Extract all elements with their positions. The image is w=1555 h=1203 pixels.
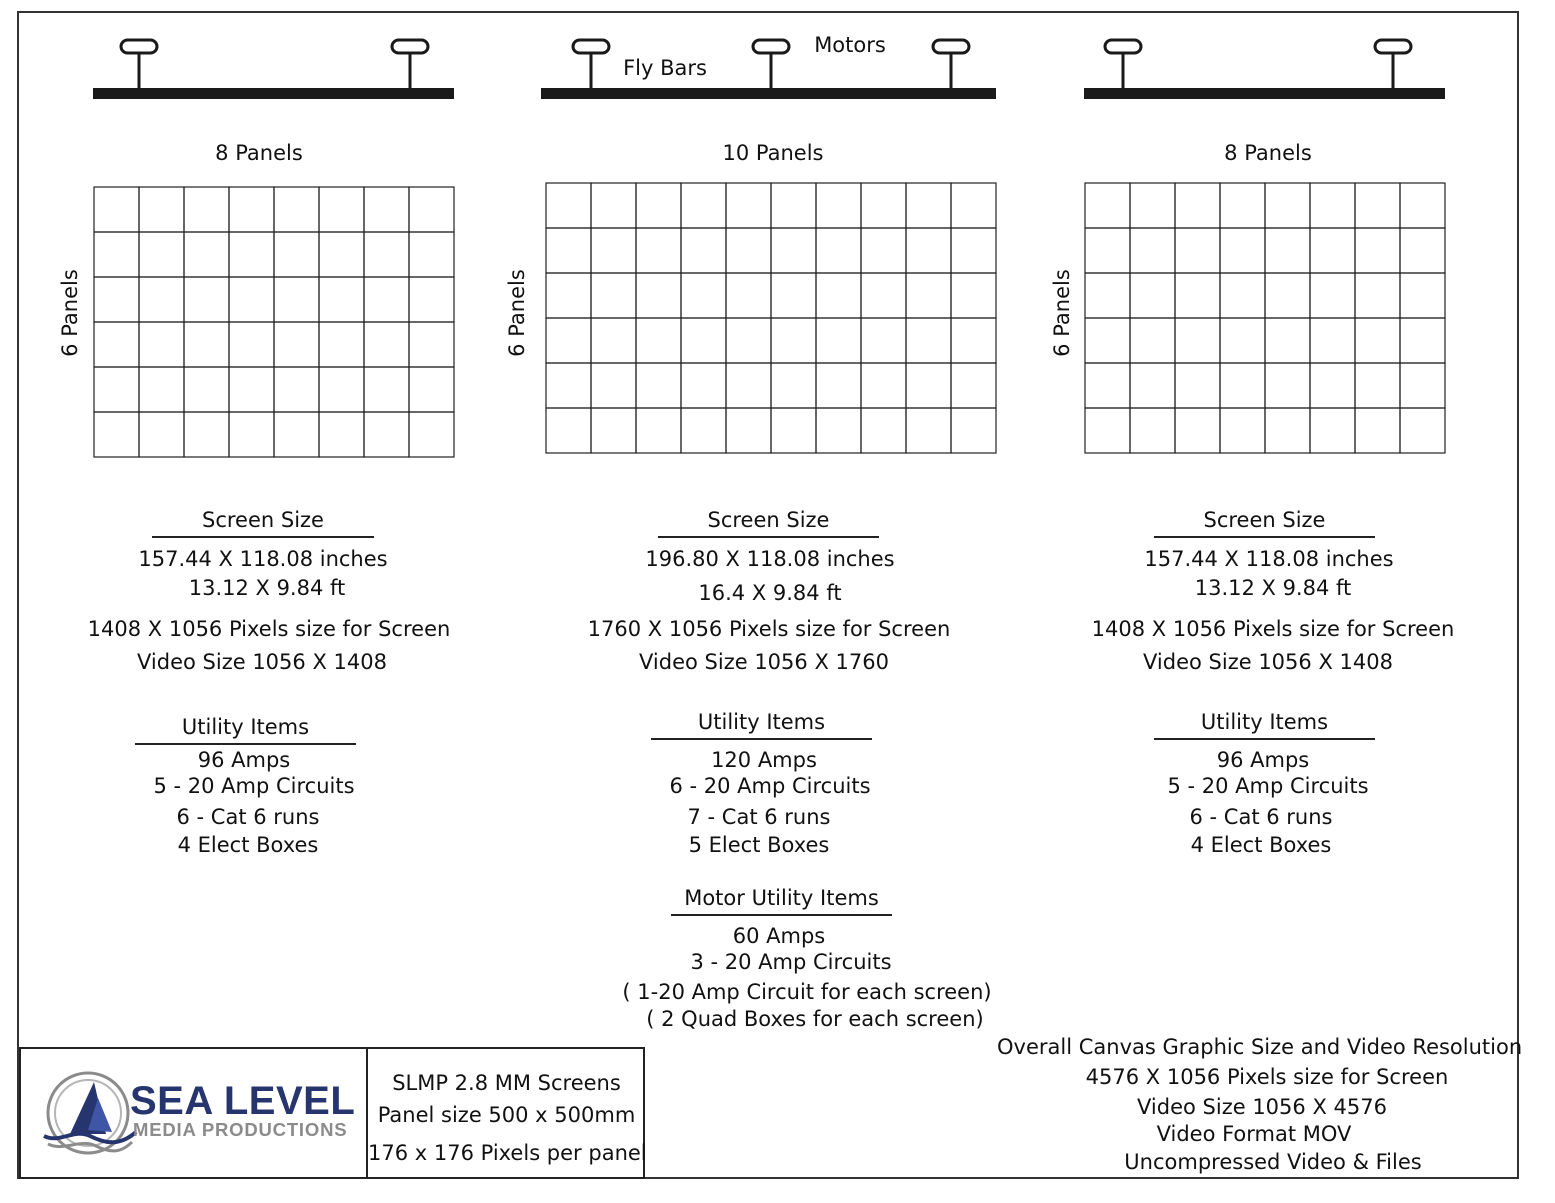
screen-2-pixels: 1760 X 1056 Pixels size for Screen — [587, 617, 951, 641]
led-panel — [951, 408, 996, 453]
led-panel — [1355, 408, 1400, 453]
led-panel — [771, 318, 816, 363]
led-panel — [591, 183, 636, 228]
overall-line: Uncompressed Video & Files — [1124, 1150, 1422, 1174]
led-panel — [184, 367, 229, 412]
led-panel — [816, 318, 861, 363]
screen-2-utility-item: 7 - Cat 6 runs — [687, 805, 831, 829]
led-panel — [274, 187, 319, 232]
led-panel — [546, 363, 591, 408]
led-panel — [94, 232, 139, 277]
led-panel — [1310, 228, 1355, 273]
led-panel — [1400, 228, 1445, 273]
led-panel — [1130, 228, 1175, 273]
led-panel — [1310, 408, 1355, 453]
motor-utility-item: 60 Amps — [732, 924, 826, 948]
led-panel — [319, 187, 364, 232]
screen-1-pixels: 1408 X 1056 Pixels size for Screen — [87, 617, 451, 641]
led-panel — [726, 363, 771, 408]
led-panel — [771, 273, 816, 318]
led-panel — [274, 322, 319, 367]
led-panel — [816, 228, 861, 273]
led-panel — [1085, 183, 1130, 228]
spec-line: SLMP 2.8 MM Screens — [392, 1071, 621, 1095]
screen-1-size-heading: Screen Size — [152, 508, 374, 538]
led-panel — [636, 318, 681, 363]
led-panel — [726, 183, 771, 228]
screen-3-utility-heading: Utility Items — [1154, 710, 1375, 740]
brand-name: SEA LEVEL — [130, 1079, 356, 1123]
led-panel — [951, 273, 996, 318]
led-panel — [139, 277, 184, 322]
motor-utility-item: ( 2 Quad Boxes for each screen) — [646, 1007, 984, 1031]
led-panel — [1265, 273, 1310, 318]
led-panel — [1175, 318, 1220, 363]
led-panel — [681, 363, 726, 408]
led-panel — [681, 318, 726, 363]
screen-1-utility-heading: Utility Items — [135, 715, 356, 745]
fly-bars-label: Fly Bars — [623, 56, 707, 80]
led-panel — [951, 228, 996, 273]
led-panel — [1220, 318, 1265, 363]
screen-3-utility-item: 5 - 20 Amp Circuits — [1167, 774, 1369, 798]
led-panel — [681, 228, 726, 273]
led-panel — [546, 183, 591, 228]
led-panel — [409, 412, 454, 457]
led-panel — [364, 187, 409, 232]
led-panel — [636, 408, 681, 453]
led-panel — [906, 273, 951, 318]
led-panel — [1310, 318, 1355, 363]
spec-line: Panel size 500 x 500mm — [377, 1103, 636, 1127]
motor-icon — [1105, 40, 1141, 53]
led-panel — [771, 408, 816, 453]
led-panel — [816, 363, 861, 408]
led-panel — [229, 412, 274, 457]
led-panel — [951, 363, 996, 408]
led-panel — [94, 187, 139, 232]
led-panel — [591, 408, 636, 453]
led-panel — [861, 363, 906, 408]
led-panel — [409, 277, 454, 322]
led-panel — [1130, 363, 1175, 408]
motor-utility-item: ( 1-20 Amp Circuit for each screen) — [622, 980, 992, 1004]
sailboat-logo-icon — [40, 1068, 140, 1160]
led-panel — [274, 367, 319, 412]
motor-icon — [1375, 40, 1411, 53]
led-panel — [816, 183, 861, 228]
led-panel — [184, 232, 229, 277]
led-panel — [906, 228, 951, 273]
screen-2-size-feet: 16.4 X 9.84 ft — [698, 581, 842, 605]
led-panel — [229, 277, 274, 322]
led-panel — [591, 318, 636, 363]
fly-bar — [1084, 88, 1445, 99]
led-panel — [229, 187, 274, 232]
led-panel — [726, 273, 771, 318]
motor-icon — [933, 40, 969, 53]
led-panel — [1400, 273, 1445, 318]
led-panel — [1130, 318, 1175, 363]
led-panel — [1400, 408, 1445, 453]
led-panel — [546, 228, 591, 273]
motor-icon — [392, 40, 428, 53]
led-panel — [364, 367, 409, 412]
led-panel — [1220, 183, 1265, 228]
led-panel — [1175, 273, 1220, 318]
led-panel — [1265, 318, 1310, 363]
led-panel — [861, 318, 906, 363]
screen-1-size-inches: 157.44 X 118.08 inches — [138, 547, 388, 571]
led-panel — [139, 322, 184, 367]
led-panel — [1220, 363, 1265, 408]
motors-label: Motors — [814, 33, 886, 57]
led-panel — [94, 367, 139, 412]
led-panel — [1175, 408, 1220, 453]
led-panel — [951, 183, 996, 228]
led-panel — [1400, 183, 1445, 228]
led-panel — [1130, 408, 1175, 453]
led-panel — [139, 367, 184, 412]
led-panel — [1085, 318, 1130, 363]
led-panel — [319, 232, 364, 277]
led-panel — [771, 183, 816, 228]
led-panel — [1355, 183, 1400, 228]
led-panel — [1265, 408, 1310, 453]
led-panel — [364, 277, 409, 322]
screen-3-utility-item: 6 - Cat 6 runs — [1189, 805, 1333, 829]
led-panel — [636, 183, 681, 228]
screen-3-size-feet: 13.12 X 9.84 ft — [1194, 576, 1352, 600]
led-panel — [1085, 363, 1130, 408]
led-panel — [636, 363, 681, 408]
led-panel — [906, 408, 951, 453]
led-panel — [546, 318, 591, 363]
screen-2-width-label: 10 Panels — [722, 141, 824, 165]
screen-1-width-label: 8 Panels — [215, 141, 303, 165]
led-panel — [771, 363, 816, 408]
led-panel — [319, 367, 364, 412]
led-panel — [409, 367, 454, 412]
motor-utility-heading: Motor Utility Items — [671, 886, 892, 916]
brand-tagline: MEDIA PRODUCTIONS — [133, 1119, 348, 1140]
led-panel — [139, 187, 184, 232]
screen-2-size-heading: Screen Size — [658, 508, 879, 538]
led-panel — [1400, 318, 1445, 363]
led-panel — [319, 322, 364, 367]
led-panel — [1400, 363, 1445, 408]
led-panel — [861, 228, 906, 273]
motor-icon — [121, 40, 157, 53]
screen-2-video-size: Video Size 1056 X 1760 — [639, 650, 889, 674]
led-panel — [681, 273, 726, 318]
led-panel — [1130, 183, 1175, 228]
led-panel — [184, 277, 229, 322]
led-panel — [1130, 273, 1175, 318]
led-panel — [409, 232, 454, 277]
led-panel — [409, 187, 454, 232]
led-panel — [906, 363, 951, 408]
led-panel — [726, 228, 771, 273]
fly-bar — [541, 88, 996, 99]
overall-line: Overall Canvas Graphic Size and Video Resolution — [997, 1035, 1523, 1059]
led-panel — [1085, 228, 1130, 273]
led-panel — [591, 273, 636, 318]
led-panel — [1175, 228, 1220, 273]
led-panel — [229, 322, 274, 367]
led-panel — [94, 322, 139, 367]
screen-3-size-inches: 157.44 X 118.08 inches — [1144, 547, 1394, 571]
led-panel — [636, 273, 681, 318]
led-panel — [1175, 183, 1220, 228]
screen-2-utility-item: 120 Amps — [711, 748, 817, 772]
led-panel — [1265, 228, 1310, 273]
led-panel — [1355, 318, 1400, 363]
led-panel — [906, 183, 951, 228]
led-panel — [364, 232, 409, 277]
led-panel — [906, 318, 951, 363]
overall-line: 4576 X 1056 Pixels size for Screen — [1085, 1065, 1449, 1089]
screen-1-utility-item: 4 Elect Boxes — [177, 833, 319, 857]
led-panel — [274, 232, 319, 277]
screen-3-size-heading: Screen Size — [1154, 508, 1375, 538]
led-panel — [771, 228, 816, 273]
led-panel — [1265, 363, 1310, 408]
screen-3-utility-item: 4 Elect Boxes — [1190, 833, 1332, 857]
screen-2-height-label: 6 Panels — [505, 269, 529, 357]
led-panel — [1085, 273, 1130, 318]
led-panel — [229, 367, 274, 412]
led-panel — [546, 408, 591, 453]
led-panel — [1175, 363, 1220, 408]
led-panel — [951, 318, 996, 363]
led-panel — [274, 412, 319, 457]
led-panel — [364, 412, 409, 457]
led-panel — [274, 277, 319, 322]
led-panel — [94, 277, 139, 322]
led-panel — [1220, 228, 1265, 273]
overall-line: Video Size 1056 X 4576 — [1137, 1095, 1387, 1119]
screen-3-utility-item: 96 Amps — [1216, 748, 1310, 772]
led-panel — [636, 228, 681, 273]
screen-2-utility-item: 6 - 20 Amp Circuits — [669, 774, 871, 798]
led-panel — [139, 412, 184, 457]
screen-2-utility-item: 5 Elect Boxes — [688, 833, 830, 857]
screen-1-video-size: Video Size 1056 X 1408 — [137, 650, 387, 674]
motor-utility-item: 3 - 20 Amp Circuits — [690, 950, 892, 974]
led-panel — [184, 187, 229, 232]
motor-icon — [573, 40, 609, 53]
led-panel — [1355, 363, 1400, 408]
led-panel — [681, 408, 726, 453]
screen-1-size-feet: 13.12 X 9.84 ft — [188, 576, 346, 600]
led-panel — [726, 318, 771, 363]
screen-2-size-inches: 196.80 X 118.08 inches — [645, 547, 895, 571]
led-panel — [229, 232, 274, 277]
led-panel — [591, 228, 636, 273]
led-panel — [1265, 183, 1310, 228]
led-panel — [1310, 183, 1355, 228]
screen-3-width-label: 8 Panels — [1224, 141, 1312, 165]
led-panel — [184, 412, 229, 457]
led-panel — [1355, 273, 1400, 318]
screen-1-utility-item: 6 - Cat 6 runs — [176, 805, 320, 829]
spec-line: 176 x 176 Pixels per panel — [368, 1141, 647, 1165]
led-panel — [409, 322, 454, 367]
led-panel — [681, 183, 726, 228]
led-panel — [364, 322, 409, 367]
led-panel — [139, 232, 184, 277]
led-panel — [1085, 408, 1130, 453]
screen-3-video-size: Video Size 1056 X 1408 — [1143, 650, 1393, 674]
screen-1-height-label: 6 Panels — [58, 269, 82, 357]
led-panel — [726, 408, 771, 453]
led-panel — [861, 273, 906, 318]
led-panel — [1220, 408, 1265, 453]
led-panel — [1310, 363, 1355, 408]
fly-bar — [93, 88, 454, 99]
led-panel — [319, 277, 364, 322]
screen-3-height-label: 6 Panels — [1050, 269, 1074, 357]
led-panel — [591, 363, 636, 408]
motor-icon — [753, 40, 789, 53]
screen-1-utility-item: 96 Amps — [197, 748, 291, 772]
led-panel — [1355, 228, 1400, 273]
screen-2-utility-heading: Utility Items — [651, 710, 872, 740]
led-panel — [546, 273, 591, 318]
led-panel — [861, 183, 906, 228]
screen-1-utility-item: 5 - 20 Amp Circuits — [153, 774, 355, 798]
overall-line: Video Format MOV — [1156, 1122, 1352, 1146]
led-panel — [319, 412, 364, 457]
led-panel — [816, 273, 861, 318]
led-panel — [1310, 273, 1355, 318]
led-panel — [1220, 273, 1265, 318]
screen-3-pixels: 1408 X 1056 Pixels size for Screen — [1091, 617, 1455, 641]
led-panel — [184, 322, 229, 367]
led-panel — [94, 412, 139, 457]
led-panel — [861, 408, 906, 453]
led-panel — [816, 408, 861, 453]
